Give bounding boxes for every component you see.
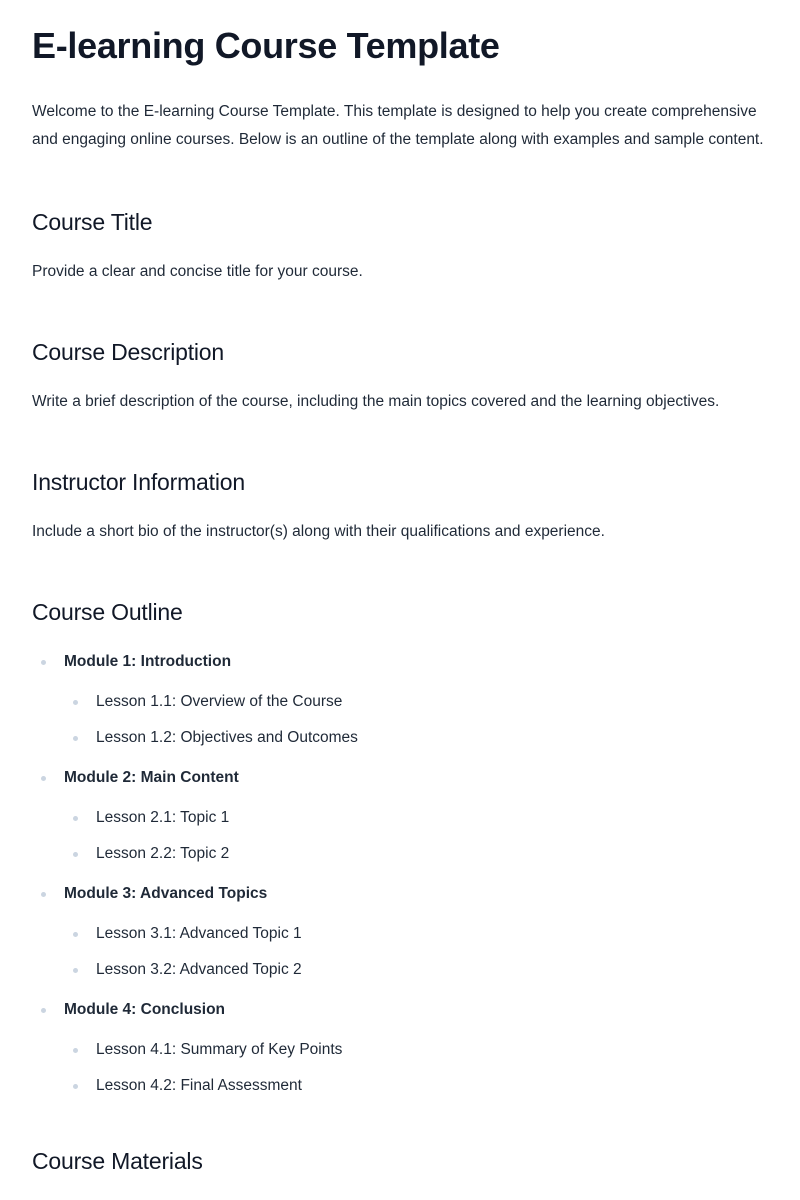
- lesson-label: Lesson 1.1: Overview of the Course: [96, 693, 343, 710]
- lesson-item: [64, 922, 768, 946]
- bullet-icon: [41, 892, 46, 897]
- section-course-outline: [32, 597, 768, 1098]
- bullet-icon: [41, 1008, 46, 1013]
- bullet-icon: [73, 700, 78, 705]
- bullet-icon: [73, 1084, 78, 1089]
- bullet-icon: [73, 852, 78, 857]
- lesson-label: Lesson 3.2: Advanced Topic 2: [96, 961, 302, 978]
- lesson-label: Lesson 3.1: Advanced Topic 1: [96, 925, 302, 942]
- module-item: [32, 882, 768, 982]
- lesson-list: [64, 1038, 768, 1098]
- module-item: [32, 998, 768, 1098]
- section-heading: Course Description: [32, 339, 224, 365]
- module-title: Module 1: Introduction: [64, 653, 232, 670]
- section-course-description: [32, 337, 768, 414]
- lesson-label: Lesson 2.1: Topic 1: [96, 809, 230, 826]
- lesson-label: Lesson 1.2: Objectives and Outcomes: [96, 729, 358, 746]
- section-text: Include a short bio of the instructor(s) along with their qualifications and experience.: [32, 523, 605, 540]
- section-heading: Instructor Information: [32, 469, 245, 495]
- section-text: Write a brief description of the course, including the main topics covered and the learning objectives.: [32, 393, 720, 410]
- module-item: [32, 650, 768, 750]
- page-title: E-learning Course Template: [32, 25, 500, 66]
- module-title: Module 2: Main Content: [64, 769, 239, 786]
- module-list: [32, 650, 768, 1098]
- module-item: [32, 766, 768, 866]
- section-text: Provide a clear and concise title for your course.: [32, 263, 363, 280]
- section-instructor-information: [32, 467, 768, 544]
- bullet-icon: [73, 736, 78, 741]
- intro-paragraph: Welcome to the E-learning Course Template. This template is designed to help you create comprehensive and engaging online courses. Below is an outline of the template along with examples and sample content.: [32, 103, 764, 148]
- lesson-list: [64, 922, 768, 982]
- section-heading: Course Outline: [32, 599, 183, 625]
- bullet-icon: [41, 776, 46, 781]
- lesson-item: [64, 958, 768, 982]
- bullet-icon: [73, 968, 78, 973]
- lesson-label: Lesson 2.2: Topic 2: [96, 845, 230, 862]
- lesson-label: Lesson 4.2: Final Assessment: [96, 1077, 302, 1094]
- lesson-list: [64, 806, 768, 866]
- lesson-label: Lesson 4.1: Summary of Key Points: [96, 1041, 343, 1058]
- section-heading: Course Materials: [32, 1148, 203, 1174]
- module-title: Module 3: Advanced Topics: [64, 885, 268, 902]
- bullet-icon: [73, 932, 78, 937]
- lesson-item: [64, 1074, 768, 1098]
- section-course-title: [32, 207, 768, 284]
- section-course-materials: [32, 1146, 768, 1176]
- section-heading: Course Title: [32, 209, 153, 235]
- lesson-list: [64, 690, 768, 750]
- lesson-item: [64, 690, 768, 714]
- bullet-icon: [73, 1048, 78, 1053]
- lesson-item: [64, 806, 768, 830]
- bullet-icon: [41, 660, 46, 665]
- lesson-item: [64, 842, 768, 866]
- bullet-icon: [73, 816, 78, 821]
- lesson-item: [64, 726, 768, 750]
- lesson-item: [64, 1038, 768, 1062]
- module-title: Module 4: Conclusion: [64, 1001, 226, 1018]
